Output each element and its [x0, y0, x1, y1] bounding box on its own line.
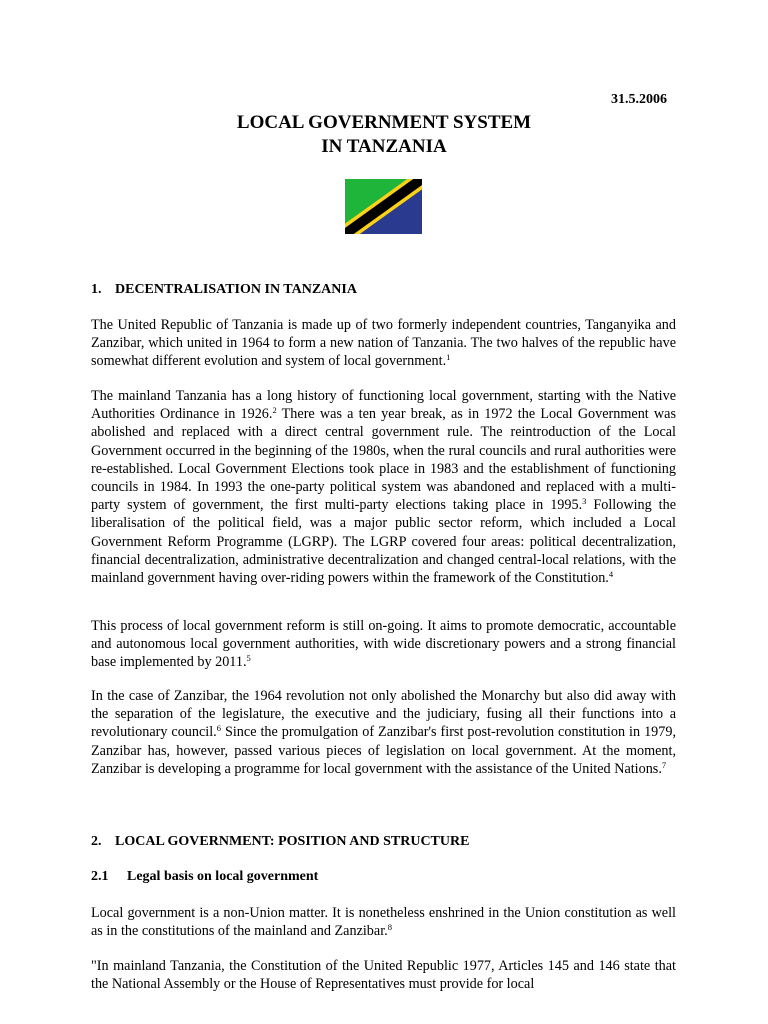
- tanzania-flag-image: [345, 179, 422, 234]
- footnote-ref: 3: [582, 496, 587, 507]
- paragraph-2: The mainland Tanzania has a long history of functioning local government, starting with the Native Authorities Ordinance in 1926.$^2$ There was a ten year break, as in 1972 the Local Government was abolished and replaced with a direct central government rule. The reintroduction of the Local Government occurred in the beginning of the 1980s, when the rural councils and rural authorities were re-established. Local Government Elections took place in 1983 and the establishment of functioning councils in 1984. In 1993 the one-party political system was abandoned and replaced with a multi-party system of government, the first multi-party elections taking place in 1995.$^3$ Following the liberalisation of the political field, was a major public sector reform, which included a Local Government Reform Programme (LGRP). The LGRP covered four areas: political decentralization, financial decentralization, administrative decentralization and changed central-local relations, with the mainland government having over-riding powers within the framework of the Constitution.$^4$: [91, 388, 676, 587]
- flag-graphic: [345, 179, 422, 234]
- footnote-ref: 6: [216, 723, 221, 734]
- footnote-ref: 4: [608, 569, 614, 580]
- section-title: DECENTRALISATION IN TANZANIA: [115, 282, 357, 297]
- section-heading-1: [91, 281, 357, 299]
- paragraph-5: Local government is a non-Union matter. It is nonetheless enshrined in the Union constitution as well as in the constitutions of the mainland and Zanzibar.$^8$: [91, 905, 676, 940]
- section-number: 1.: [91, 282, 102, 297]
- paragraph-3: This process of local government reform is still on-going. It aims to promote democratic, accountable and autonomous local government authorities, with wide discretionary powers and a strong financial base implemented by 2011.$^5$: [91, 618, 676, 671]
- subsection-title: Legal basis on local government: [127, 869, 319, 884]
- footnote-ref: 7: [661, 759, 667, 770]
- section-title: LOCAL GOVERNMENT: POSITION AND STRUCTURE: [115, 834, 470, 849]
- footnote-ref: 2: [272, 405, 277, 416]
- title-line-2: IN TANZANIA: [321, 136, 447, 157]
- section-heading-2: [91, 833, 469, 851]
- footnote-ref: 8: [387, 922, 392, 933]
- document-title: [0, 111, 768, 159]
- subsection-number: 2.1: [91, 869, 109, 884]
- document-date: 31.5.2006: [611, 92, 667, 107]
- subsection-heading-2-1: [91, 868, 318, 886]
- footnote-ref: 1: [446, 352, 451, 363]
- paragraph-4: In the case of Zanzibar, the 1964 revolution not only abolished the Monarchy but also did away with the separation of the legislature, the executive and the judiciary, fusing all their functions into a revolutionary council.$^6$ Since the promulgation of Zanzibar's first post-revolution constitution in 1979, Zanzibar has, however, passed various pieces of legislation on local government. At the moment, Zanzibar is developing a programme for local government with the assistance of the United Nations.$^7$: [91, 688, 676, 777]
- footnote-ref: 5: [246, 653, 251, 664]
- paragraph-6: "In mainland Tanzania, the Constitution of the United Republic 1977, Articles 145 and 146 state that the National Assembly or the House of Representatives must provide for local: [91, 958, 676, 993]
- paragraph-1: The United Republic of Tanzania is made up of two formerly independent countries, Tanganyika and Zanzibar, which united in 1964 to form a new nation of Tanzania. The two halves of the republic have somewhat different evolution and system of local government.$^1$: [91, 317, 676, 370]
- section-number: 2.: [91, 834, 102, 849]
- title-line-1: LOCAL GOVERNMENT SYSTEM: [236, 112, 532, 133]
